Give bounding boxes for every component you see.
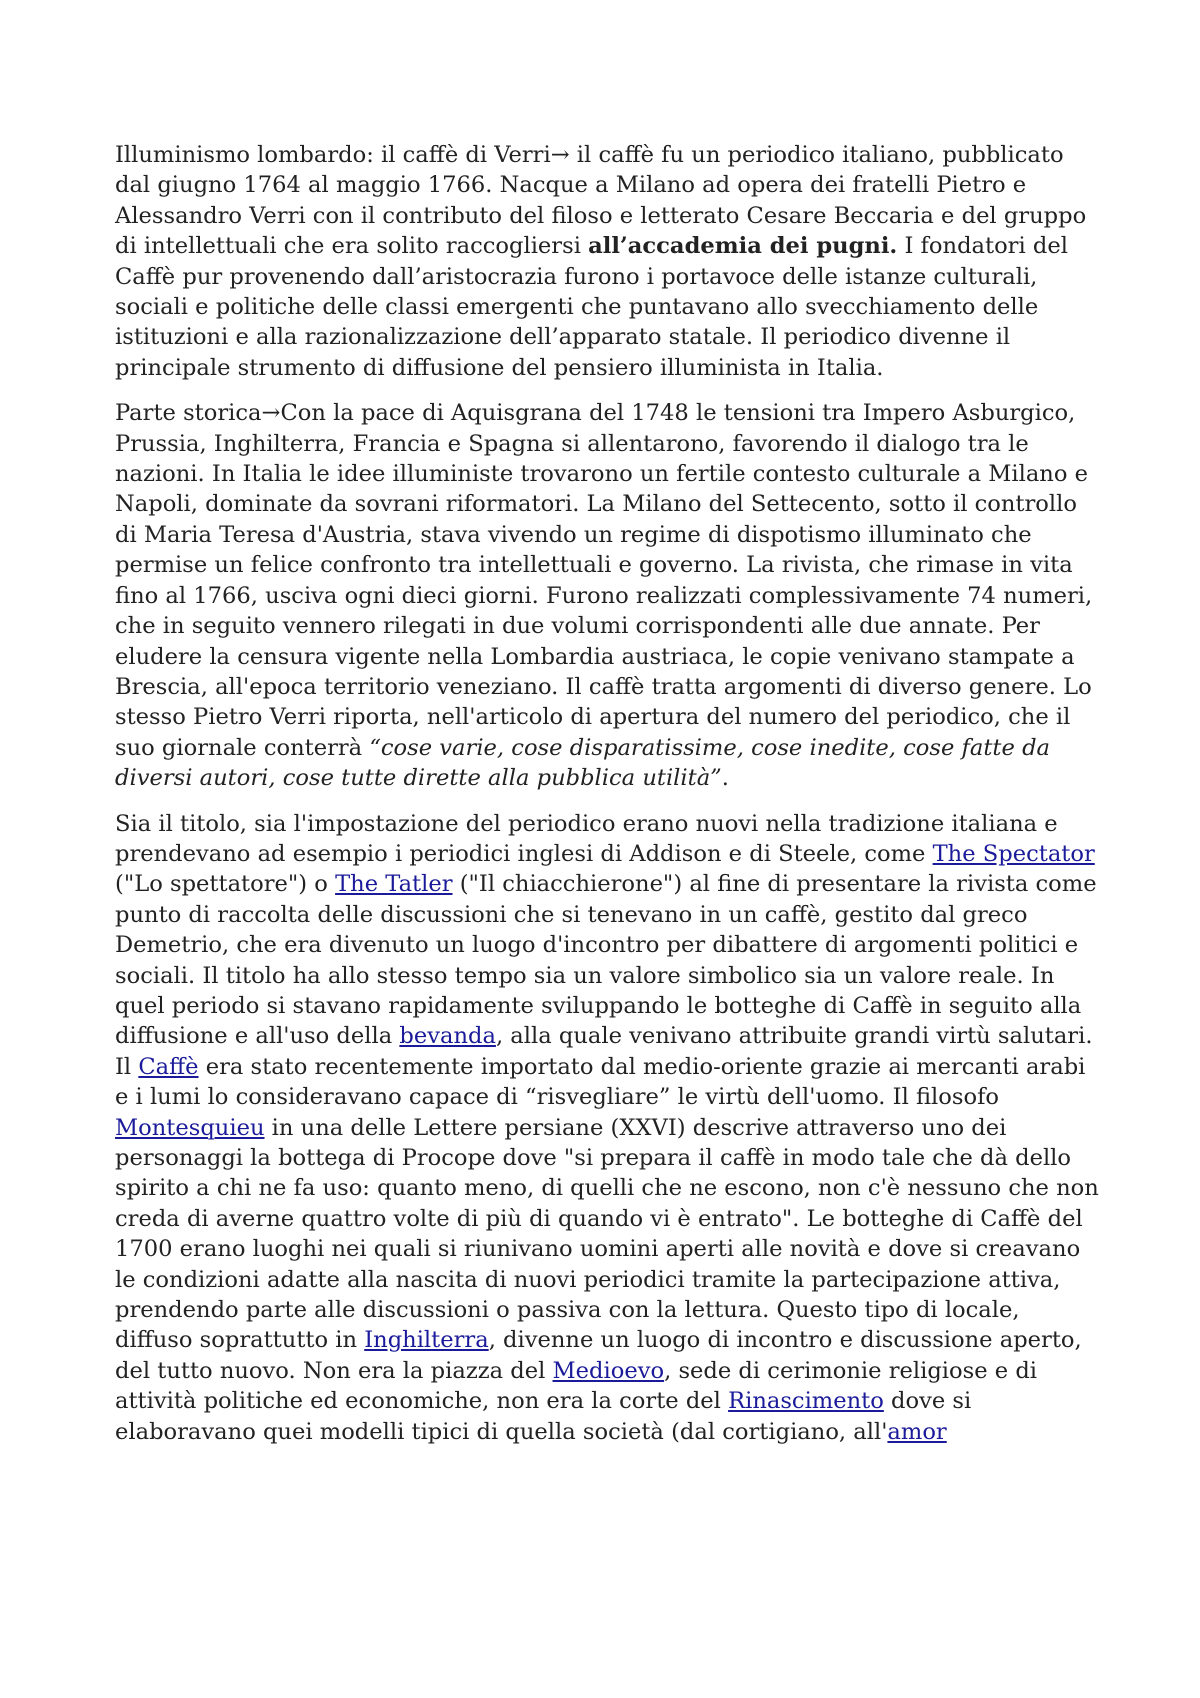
section-label: Parte storica xyxy=(115,400,262,427)
paragraph-text: Sia il titolo, sia l'impostazione del periodico erano nuovi nella tradizione italiana e prendevano ad esempio i periodici inglesi di Addison e di Steele, come xyxy=(115,810,1058,867)
document-page xyxy=(115,140,1100,1462)
paragraph-text: ("Il chiacchierone") al fine di presentare la rivista come punto di raccolta delle discussioni che si tenevano in un caffè, gestito dal greco Demetrio, che era divenuto un luogo d'incontro per dibattere di argomenti politici e sociali. Il titolo ha allo stesso tempo sia un valore simbolico sia un valore reale. In quel periodo si stavano rapidamente sviluppando le botteghe di Caffè in seguito alla diffusione e all'uso della xyxy=(115,871,1097,1050)
paragraph-text: in una delle Lettere persiane (XXVI) descrive attraverso uno dei personaggi la bottega di Procope dove "si prepara il caffè in modo tale che dà dello spirito a chi ne fa uso: quanto meno, di quelli che ne escono, non c'è nessuno che non creda di averne quattro volte di più di quando vi è entrato". Le botteghe di Caffè del 1700 erano luoghi nei quali si riunivano uomini aperti alle novità e dove si creavano le condizioni adatte alla nascita di nuovi periodici tramite la partecipazione attiva, prendendo parte alle discussioni o passiva con la lettura. Questo tipo di locale, diffuso soprattutto in xyxy=(115,1114,1099,1354)
link-the-tatler[interactable]: The Tatler xyxy=(335,871,453,898)
link-rinascimento[interactable]: Rinascimento xyxy=(728,1388,884,1415)
paragraph-text: era stato recentemente importato dal medio-oriente grazie ai mercanti arabi e i lumi lo consideravano capace di “risvegliare” le virtù dell'uomo. Il filosofo xyxy=(115,1053,1086,1111)
link-amor[interactable]: amor xyxy=(887,1418,947,1445)
link-inghilterra[interactable]: Inghilterra xyxy=(364,1327,489,1354)
paragraph-text: Illuminismo lombardo: il caffè di Verri xyxy=(115,142,551,168)
paragraph-titolo xyxy=(115,809,1100,1448)
bold-phrase: all’accademia dei pugni. xyxy=(588,233,898,260)
paragraph-text: dove si elaboravano quei modelli tipici di quella società (dal cortigiano, all' xyxy=(115,1388,972,1445)
arrow-right-icon: → xyxy=(261,400,281,427)
paragraph-parte-storica xyxy=(115,398,1100,793)
paragraph-text: Con la pace di Aquisgrana del 1748 le tensioni tra Impero Asburgico, Prussia, Inghilterra, Francia e Spagna si allentarono, favorendo il dialogo tra le nazioni. In Italia le idee illuministe trovarono un fertile contesto culturale a Milano e Napoli, dominate da sovrani riformatori. La Milano del Settecento, sotto il controllo di Maria Teresa d'Austria, stava vivendo un regime di dispotismo illuminato che permise un felice confronto tra intellettuali e governo. La rivista, che rimase in vita fino al 1766, usciva ogni dieci giorni. Furono realizzati complessivamente 74 numeri, che in seguito vennero rilegati in due volumi corrispondenti alle due annate. Per eludere la censura vigente nella Lombardia austriaca, le copie venivano stampate a Brescia, all'epoca territorio veneziano. Il caffè tratta argomenti di diverso genere. Lo stesso Pietro Verri riporta, nell'articolo di apertura del numero del periodico, che il suo giornale conterrà xyxy=(115,400,1093,761)
paragraph-illuminismo-lombardo xyxy=(115,140,1100,383)
paragraph-text: il caffè fu un periodico italiano, pubblicato dal giugno 1764 al maggio 1766. Nacque a Milano ad opera dei fratelli Pietro e Alessandro Verri con il contributo del filoso e letterato Cesare Beccaria e del gruppo di intellettuali che era solito raccogliersi xyxy=(115,142,1087,260)
paragraph-text: I fondatori del Caffè pur provenendo dall’aristocrazia furono i portavoce delle istanze culturali, sociali e politiche delle classi emergenti che puntavano allo svecchiamento delle istituzioni e alla razionalizzazione dell’apparato statale. Il periodico divenne il principale strumento di diffusione del pensiero illuminista in Italia. xyxy=(115,233,1068,381)
link-the-spectator[interactable]: The Spectator xyxy=(932,840,1095,867)
link-caffe[interactable]: Caffè xyxy=(138,1053,199,1080)
paragraph-text: Il xyxy=(115,1053,139,1080)
paragraph-text: , alla quale venivano attribuite grandi virtù salutari. xyxy=(495,1023,1093,1050)
paragraph-text: , sede di cerimonie religiose e di attività politiche ed economiche, non era la corte del xyxy=(115,1357,1038,1415)
link-bevanda[interactable]: bevanda xyxy=(399,1023,496,1050)
italic-quote: “cose varie, cose disparatissime, cose inedite, cose fatte da diversi autori, cose tutte dirette alla pubblica utilità” xyxy=(115,734,1051,792)
paragraph-text: ("Lo spettatore") o xyxy=(115,871,336,898)
paragraph-text: . xyxy=(721,765,729,792)
paragraph-text: , divenne un luogo di incontro e discussione aperto, del tutto nuovo. Non era la piazza del xyxy=(115,1327,1082,1384)
arrow-right-icon: → xyxy=(550,142,570,168)
link-medioevo[interactable]: Medioevo xyxy=(552,1357,665,1384)
link-montesquieu[interactable]: Montesquieu xyxy=(115,1114,265,1141)
